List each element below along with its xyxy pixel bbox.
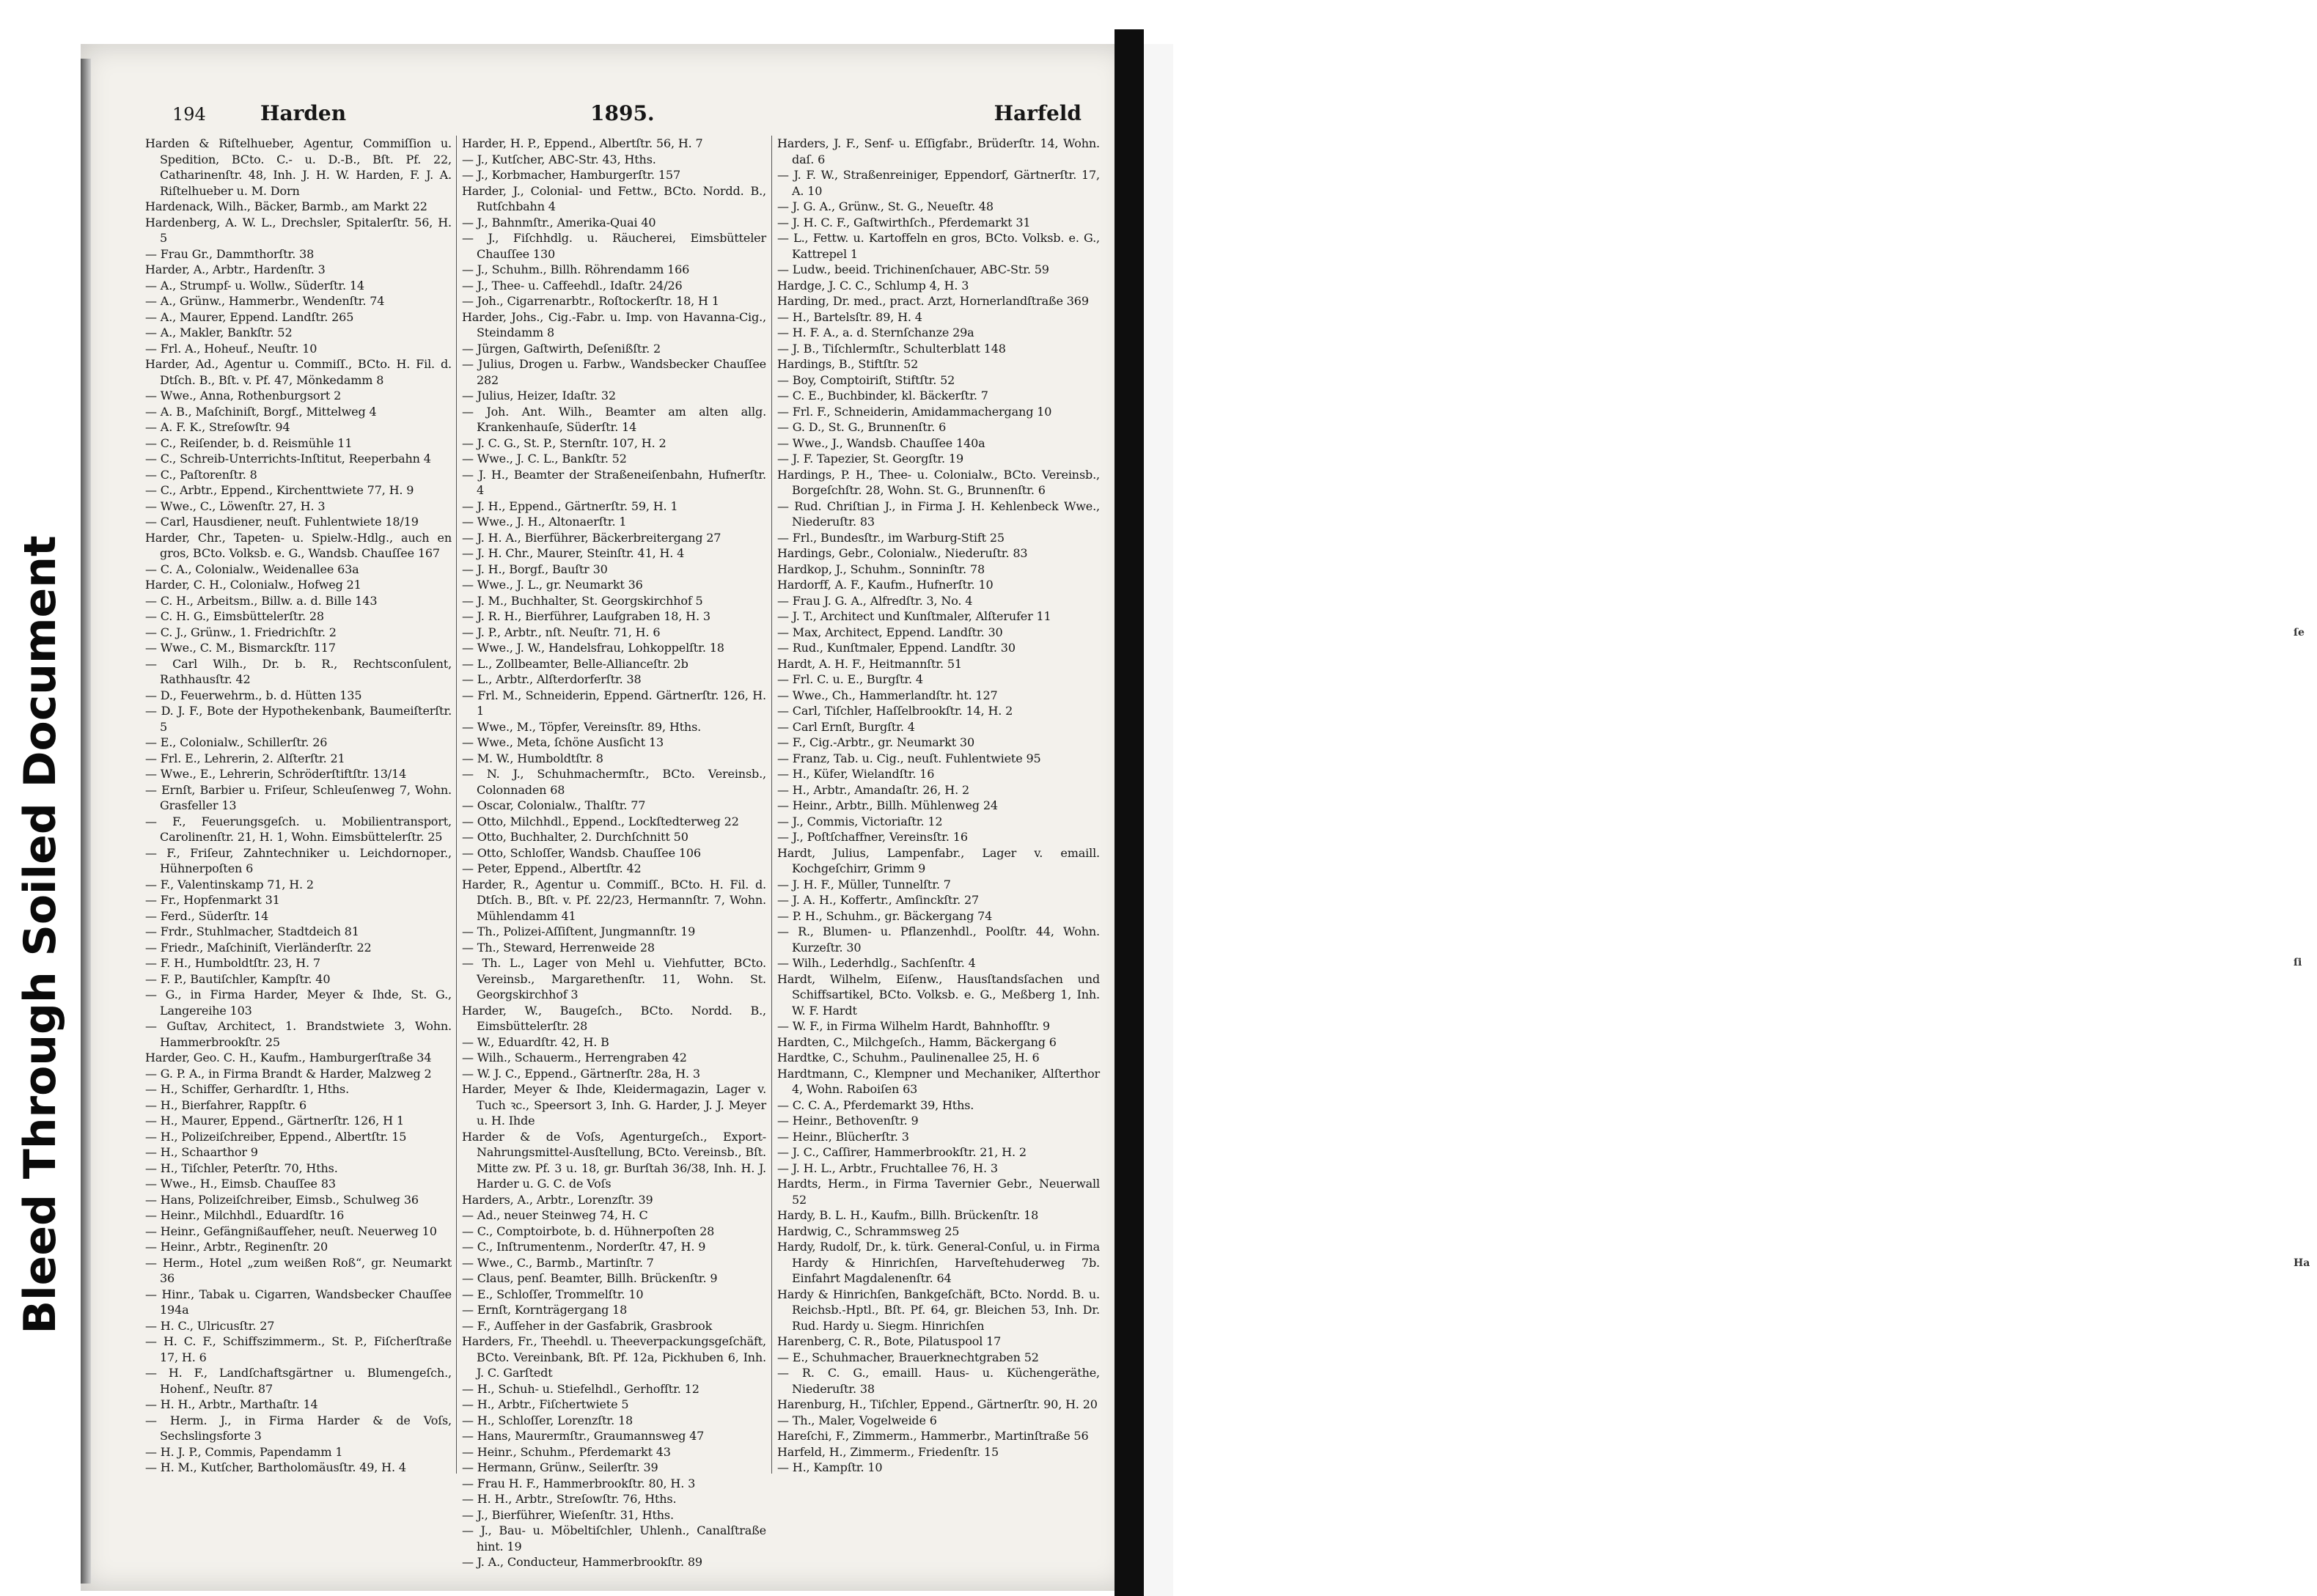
directory-entry: — Heinr., Bethovenſtr. 9	[777, 1114, 919, 1128]
directory-entry: — F., Cig.-Arbtr., gr. Neumarkt 30	[777, 735, 974, 749]
directory-entry: Harders, Fr., Theehdl. u. Theeverpackungsgeſchäft, BCto. Vereinbank, Bſt. Pf. 12a, Pickhuben 6, Inh. J. C. Garſtedt	[462, 1334, 766, 1380]
directory-entry: — Joh. Ant. Wilh., Beamter am alten allg. Krankenhauſe, Süderſtr. 14	[462, 404, 766, 434]
directory-entry: — Max, Architect, Eppend. Landſtr. 30	[777, 625, 1003, 639]
directory-entry: — Frau J. G. A., Alfredſtr. 3, No. 4	[777, 593, 973, 608]
directory-entry: Hardenack, Wilh., Bäcker, Barmb., am Markt 22	[145, 199, 427, 213]
directory-entry: — H., Schiffer, Gerhardſtr. 1, Hths.	[145, 1082, 349, 1096]
directory-entry: — Boy, Comptoiriſt, Stiftſtr. 52	[777, 372, 955, 387]
directory-entry: — J. H. Chr., Maurer, Steinſtr. 41, H. 4	[462, 546, 685, 560]
directory-entry: — Ferd., Süderſtr. 14	[145, 908, 269, 923]
directory-entry: — J. H., Beamter der Straßeneiſenbahn, Hufnerſtr. 4	[462, 467, 766, 497]
directory-entry: — Hermann, Grünw., Seilerſtr. 39	[462, 1460, 658, 1474]
directory-entry: — Heinr., Gefängnißaufſeher, neuſt. Neuerweg 10	[145, 1224, 437, 1238]
directory-entry: — J., Bahnmſtr., Amerika-Quai 40	[462, 215, 656, 229]
directory-entry: — Heinr., Milchhdl., Eduardſtr. 16	[145, 1208, 345, 1222]
directory-entry: — Guſtav, Architect, 1. Brandstwiete 3, Wohn. Hammerbrookſtr. 25	[145, 1019, 452, 1049]
directory-entry: — A. B., Maſchiniſt, Borgf., Mittelweg 4	[145, 404, 377, 419]
directory-entry: — Rud. Chriſtian J., in Firma J. H. Kehlenbeck Wwe., Niederuſtr. 83	[777, 499, 1100, 529]
directory-entry: — H., Tiſchler, Peterſtr. 70, Hths.	[145, 1161, 338, 1175]
stamp-text: Bleed Through Soiled Document	[15, 535, 66, 1334]
page-gutter-shadow	[81, 59, 91, 1584]
directory-entry: — Ernſt, Barbier u. Friſeur, Schleuſenweg 7, Wohn. Grasfeller 13	[145, 782, 452, 812]
directory-entry: — H. J. P., Commis, Papendamm 1	[145, 1444, 343, 1459]
directory-entry: Harding, Dr. med., pract. Arzt, Hornerlandſtraße 369	[777, 294, 1089, 308]
directory-entry: — F., Aufſeher in der Gasfabrik, Grasbrook	[462, 1318, 713, 1333]
directory-entry: — G. P. A., in Firma Brandt & Harder, Malzweg 2	[145, 1066, 432, 1081]
directory-entry: — H., Schloſſer, Lorenzſtr. 18	[462, 1413, 634, 1427]
directory-entry: — Wwe., H., Eimsb. Chauſſee 83	[145, 1177, 336, 1191]
directory-entry: — J., Fiſchhdlg. u. Räucherei, Eimsbütteler Chauſſee 130	[462, 231, 766, 261]
directory-entry: — N. J., Schuhmachermſtr., BCto. Vereinsb., Colonnaden 68	[462, 767, 766, 797]
directory-entry: — W. F., in Firma Wilhelm Hardt, Bahnhofſtr. 9	[777, 1019, 1050, 1033]
directory-entry: — F., Friſeur, Zahntechniker u. Leichdornoper., Hühnerpoſten 6	[145, 845, 452, 875]
directory-entry: — Frl. F., Schneiderin, Amidammachergang 10	[777, 404, 1052, 419]
directory-entry: Harder, W., Baugeſch., BCto. Nordd. B., Eimsbüttelerſtr. 28	[462, 1003, 766, 1033]
directory-entry: Harder, Meyer & Ihde, Kleidermagazin, Lager v. Tuch ꝛc., Speersort 3, Inh. G. Harder, J. J. Meyer u. H. Ihde	[462, 1082, 766, 1128]
directory-entry: Hardy & Hinrichſen, Bankgeſchäft, BCto. Nordd. B. u. Reichsb.-Hptl., Bſt. Pf. 64, gr. Bleichen 53, Inh. Dr. Rud. Hardy u. Siegm. Hinrichſen	[777, 1287, 1100, 1333]
running-head-left: Harden	[260, 101, 347, 125]
directory-entry: — Wwe., J. L., gr. Neumarkt 36	[462, 578, 643, 592]
directory-entry: — Wwe., J. H., Altonaerſtr. 1	[462, 515, 627, 529]
directory-entry: — J. F. Tapezier, St. Georgſtr. 19	[777, 452, 963, 466]
page-number: 194	[172, 104, 206, 125]
directory-entry: — Frl., Bundesſtr., im Warburg-Stift 25	[777, 530, 1005, 545]
bleed-fragment: Ha	[2294, 1257, 2310, 1269]
directory-entry: — Wilh., Lederhdlg., Sachſenſtr. 4	[777, 956, 976, 970]
directory-entry: — F. P., Bautiſchler, Kampſtr. 40	[145, 971, 331, 986]
directory-entry: — J. G. A., Grünw., St. G., Neueſtr. 48	[777, 199, 994, 213]
directory-entry: — L., Fettw. u. Kartoffeln en gros, BCto. Volksb. e. G., Kattrepel 1	[777, 231, 1100, 261]
column-rule	[771, 136, 772, 1474]
directory-entry: Harders, J. F., Senf- u. Eſſigfabr., Brüderſtr. 14, Wohn. daſ. 6	[777, 136, 1100, 166]
directory-entry: — Peter, Eppend., Albertſtr. 42	[462, 861, 642, 875]
directory-entry: — Hans, Polizeiſchreiber, Eimsb., Schulweg 36	[145, 1192, 419, 1207]
directory-entry: — A., Strumpf- u. Wollw., Süderſtr. 14	[145, 278, 364, 293]
directory-entry: — Rud., Kunſtmaler, Eppend. Landſtr. 30	[777, 641, 1016, 655]
directory-entry: Hardge, J. C. C., Schlump 4, H. 3	[777, 278, 969, 293]
directory-entry: — Jürgen, Gaſtwirth, Deſenißſtr. 2	[462, 341, 661, 356]
directory-entry: — Wwe., C., Barmb., Martinſtr. 7	[462, 1255, 654, 1270]
directory-column-2	[462, 136, 766, 1569]
directory-entry: — Heinr., Arbtr., Billh. Mühlenweg 24	[777, 798, 998, 812]
running-head-right: Harfeld	[994, 101, 1082, 125]
directory-entry: — C. H., Arbeitsm., Billw. a. d. Bille 143	[145, 593, 378, 608]
directory-entry: — Hans, Maurermſtr., Graumannsweg 47	[462, 1429, 705, 1443]
directory-entry: — Frl. C. u. E., Burgſtr. 4	[777, 672, 923, 686]
directory-entry: — H., Schaarthor 9	[145, 1145, 258, 1159]
directory-entry: — J. H. L., Arbtr., Fruchtallee 76, H. 3	[777, 1161, 998, 1175]
directory-entry: — J., Korbmacher, Hamburgerſtr. 157	[462, 168, 680, 182]
directory-entry: Harder, C. H., Colonialw., Hofweg 21	[145, 578, 361, 592]
directory-entry: — Wwe., E., Lehrerin, Schröderſtiftſtr. 13/14	[145, 767, 407, 781]
directory-entry: — W. J. C., Eppend., Gärtnerſtr. 28a, H. 3	[462, 1066, 700, 1081]
directory-entry: Hardings, B., Stiftſtr. 52	[777, 357, 919, 371]
directory-entry: — J. A., Conducteur, Hammerbrookſtr. 89	[462, 1555, 702, 1569]
directory-entry: — Heinr., Arbtr., Reginenſtr. 20	[145, 1240, 328, 1254]
directory-entry: — C. J., Grünw., 1. Friedrichſtr. 2	[145, 625, 337, 639]
directory-entry: Harder, Chr., Tapeten- u. Spielw.-Hdlg., auch en gros, BCto. Volksb. e. G., Wandsb. Chauſſee 167	[145, 530, 452, 560]
directory-entry: — H. F. A., a. d. Sternſchanze 29a	[777, 326, 974, 339]
directory-entry: — Wwe., J. C. L., Bankſtr. 52	[462, 452, 627, 466]
directory-entry: — Ad., neuer Steinweg 74, H. C	[462, 1208, 648, 1222]
directory-entry: — H., Kampſtr. 10	[777, 1460, 883, 1474]
directory-entry: — Th. L., Lager von Mehl u. Viehfutter, BCto. Vereinsb., Margarethenſtr. 11, Wohn. St. Georgskirchhof 3	[462, 956, 766, 1001]
directory-entry: — C. A., Colonialw., Weidenallee 63a	[145, 562, 359, 576]
directory-entry: Hardts, Herm., in Firma Tavernier Gebr., Neuerwall 52	[777, 1177, 1100, 1207]
directory-entry: — J. H. F., Müller, Tunnelſtr. 7	[777, 877, 951, 891]
directory-entry: — H. C. F., Schiffszimmerm., St. P., Fiſcherſtraße 17, H. 6	[145, 1334, 452, 1364]
running-head-year: 1895.	[590, 101, 655, 125]
directory-entry: — C., Inſtrumentenm., Norderſtr. 47, H. 9	[462, 1240, 706, 1254]
directory-entry: — Wwe., J., Wandsb. Chauſſee 140a	[777, 435, 985, 450]
directory-entry: — H., Schuh- u. Stiefelhdl., Gerhofſtr. 12	[462, 1381, 699, 1396]
directory-entry: Hareſchi, F., Zimmerm., Hammerbr., Martinſtraße 56	[777, 1429, 1089, 1443]
directory-entry: Harder & de Voſs, Agenturgeſch., Export-Nahrungsmittel-Ausſtellung, BCto. Vereinsb., Bſt. Mitte zw. Pf. 3 u. 18, gr. Burſtah 36/38, Inh. H. J. Harder u. G. C. de Voſs	[462, 1129, 766, 1191]
directory-entry: — Frl. M., Schneiderin, Eppend. Gärtnerſtr. 126, H. 1	[462, 688, 766, 718]
directory-entry: — E., Colonialw., Schillerſtr. 26	[145, 735, 328, 749]
directory-entry: Hardtmann, C., Klempner und Mechaniker, Alſterthor 4, Wohn. Raboiſen 63	[777, 1066, 1100, 1096]
directory-entry: — Joh., Cigarrenarbtr., Roſtockerſtr. 18, H 1	[462, 294, 719, 308]
scan-quality-stamp	[0, 513, 81, 1356]
directory-entry: — Fr., Hopfenmarkt 31	[145, 893, 280, 907]
directory-entry: Harenberg, C. R., Bote, Pilatuspool 17	[777, 1334, 1002, 1348]
directory-entry: Harder, R., Agentur u. Commiſſ., BCto. H. Fil. d. Dtſch. B., Bſt. v. Pf. 22/23, Hermannſtr. 7, Wohn. Mühlendamm 41	[462, 877, 766, 923]
directory-column-1	[145, 136, 452, 1481]
directory-entry: — Friedr., Maſchiniſt, Vierländerſtr. 22	[145, 940, 372, 955]
directory-entry: Hardt, Wilhelm, Eiſenw., Hausſtandsſachen und Schiffsartikel, BCto. Volksb. e. G., Meßberg 1, Inh. W. F. Hardt	[777, 971, 1100, 1018]
directory-entry: — M. W., Humboldtſtr. 8	[462, 751, 603, 765]
directory-entry: — C., Paſtorenſtr. 8	[145, 467, 257, 482]
page-header	[172, 101, 1104, 136]
directory-entry: — Frdr., Stuhlmacher, Stadtdeich 81	[145, 924, 359, 938]
directory-entry: Harder, Ad., Agentur u. Commiſſ., BCto. H. Fil. d. Dtſch. B., Bſt. v. Pf. 47, Mönkedamm 8	[145, 357, 452, 387]
directory-entry: — J. A. H., Koffertr., Amſinckſtr. 27	[777, 893, 980, 907]
directory-entry: — J., Kutſcher, ABC-Str. 43, Hths.	[462, 152, 656, 166]
directory-entry: — Th., Polizei-Aſſiſtent, Jungmannſtr. 19	[462, 924, 696, 938]
directory-entry: — Carl Ernſt, Burgſtr. 4	[777, 719, 915, 734]
directory-entry: Hardings, Gebr., Colonialw., Niederuſtr. 83	[777, 546, 1028, 560]
directory-entry: Hardings, P. H., Thee- u. Colonialw., BCto. Vereinsb., Borgeſchſtr. 28, Wohn. St. G., Brunnenſtr. 6	[777, 467, 1100, 497]
directory-entry: — Wwe., Anna, Rothenburgsort 2	[145, 389, 342, 402]
directory-entry: Harder, H. P., Eppend., Albertſtr. 56, H. 7	[462, 136, 703, 150]
directory-entry: Harenburg, H., Tiſchler, Eppend., Gärtnerſtr. 90, H. 20	[777, 1397, 1098, 1411]
directory-entry: — F. H., Humboldtſtr. 23, H. 7	[145, 956, 320, 970]
directory-entry: — H., Arbtr., Fiſchertwiete 5	[462, 1397, 629, 1411]
directory-entry: — Oscar, Colonialw., Thalſtr. 77	[462, 798, 646, 812]
directory-entry: — C. H. G., Eimsbüttelerſtr. 28	[145, 609, 324, 623]
directory-entry: — R., Blumen- u. Pflanzenhdl., Poolſtr. 44, Wohn. Kurzeſtr. 30	[777, 924, 1100, 955]
scan-edge-bar	[1115, 29, 1144, 1596]
directory-entry: — Herm., Hotel „zum weißen Roß“, gr. Neumarkt 36	[145, 1255, 452, 1285]
directory-entry: — J. H., Borgf., Bauſtr 30	[462, 562, 608, 576]
directory-entry: — H., Bartelsſtr. 89, H. 4	[777, 309, 922, 324]
directory-entry: — H., Arbtr., Amandaſtr. 26, H. 2	[777, 782, 969, 797]
directory-entry: — C., Schreib-Unterrichts-Inſtitut, Reeperbahn 4	[145, 452, 431, 466]
directory-entry: — Hinr., Tabak u. Cigarren, Wandsbecker Chauſſee 194a	[145, 1287, 452, 1317]
directory-entry: — Th., Maler, Vogelweide 6	[777, 1413, 937, 1427]
directory-entry: — Frau Gr., Dammthorſtr. 38	[145, 246, 315, 261]
directory-entry: — F., Valentinskamp 71, H. 2	[145, 877, 314, 891]
directory-entry: — Carl, Hausdiener, neuſt. Fuhlentwiete 18/19	[145, 515, 419, 529]
bleed-fragment: ſi	[2294, 957, 2302, 968]
directory-entry: — Otto, Schloſſer, Wandsb. Chauſſee 106	[462, 845, 701, 860]
directory-entry: Hardt, Julius, Lampenfabr., Lager v. emaill. Kochgeſchirr, Grimm 9	[777, 845, 1100, 875]
directory-entry: — Herm. J., in Firma Harder & de Voſs, Sechslingsforte 3	[145, 1413, 452, 1443]
directory-entry: — H. M., Kutſcher, Bartholomäusſtr. 49, H. 4	[145, 1460, 406, 1474]
directory-entry: — H. H., Arbtr., Streſowſtr. 76, Hths.	[462, 1492, 677, 1506]
directory-entry: — C. C. A., Pferdemarkt 39, Hths.	[777, 1097, 974, 1112]
directory-entry: — E., Schloſſer, Trommelſtr. 10	[462, 1287, 644, 1301]
directory-entry: — Otto, Buchhalter, 2. Durchſchnitt 50	[462, 830, 689, 844]
directory-entry: — Wwe., J. W., Handelsfrau, Lohkoppelſtr. 18	[462, 641, 724, 655]
directory-entry: — G., in Firma Harder, Meyer & Ihde, St. G., Langereihe 103	[145, 988, 452, 1018]
directory-entry: — J., Bierführer, Wieſenſtr. 31, Hths.	[462, 1507, 674, 1522]
directory-entry: — J. F. W., Straßenreiniger, Eppendorf, Gärtnerſtr. 17, A. 10	[777, 168, 1100, 198]
directory-entry: — J., Thee- u. Caffeehdl., Idaſtr. 24/26	[462, 278, 683, 293]
directory-entry: — Frl. A., Hoheuf., Neuſtr. 10	[145, 341, 317, 356]
directory-entry: Hardy, Rudolf, Dr., k. türk. General-Conſul, u. in Firma Hardy & Hinrichſen, Harveſtehuderweg 7b. Einfahrt Magdalenenſtr. 64	[777, 1240, 1100, 1285]
directory-entry: — J., Commis, Victoriaſtr. 12	[777, 814, 943, 828]
directory-entry: — D., Feuerwehrm., b. d. Hütten 135	[145, 688, 362, 702]
directory-entry: — Ernſt, Kornträgergang 18	[462, 1303, 628, 1317]
directory-entry: — Th., Steward, Herrenweide 28	[462, 940, 655, 955]
directory-entry: — Franz, Tab. u. Cig., neuſt. Fuhlentwiete 95	[777, 751, 1041, 765]
directory-entry: — Wwe., Meta, ſchöne Ausſicht 13	[462, 735, 664, 749]
directory-entry: — Wwe., C. M., Bismarckſtr. 117	[145, 641, 336, 655]
directory-entry: — Wwe., Ch., Hammerlandſtr. ht. 127	[777, 688, 998, 702]
directory-entry: — Heinr., Blücherſtr. 3	[777, 1129, 909, 1144]
directory-entry: — Carl, Tiſchler, Haſſelbrookſtr. 14, H. 2	[777, 704, 1013, 718]
directory-entry: — Ludw., beeid. Trichinenſchauer, ABC-Str. 59	[777, 262, 1049, 276]
directory-entry: — A., Makler, Bankſtr. 52	[145, 326, 293, 339]
directory-entry: — H., Polizeiſchreiber, Eppend., Albertſtr. 15	[145, 1129, 407, 1144]
directory-entry: — C., Comptoirbote, b. d. Hühnerpoſten 28	[462, 1224, 715, 1238]
directory-entry: Harders, A., Arbtr., Lorenzſtr. 39	[462, 1192, 653, 1207]
directory-entry: — Frl. E., Lehrerin, 2. Alſterſtr. 21	[145, 751, 345, 765]
directory-entry: — D. J. F., Bote der Hypothekenbank, Baumeiſterſtr. 5	[145, 704, 452, 734]
directory-entry: — F., Feuerungsgeſch. u. Mobilientransport, Carolinenſtr. 21, H. 1, Wohn. Eimsbüttelerſtr. 25	[145, 814, 452, 844]
column-rule	[456, 136, 457, 1474]
directory-entry: — Julius, Drogen u. Farbw., Wandsbecker Chauſſee 282	[462, 357, 766, 387]
directory-entry: Hardtke, C., Schuhm., Paulinenallee 25, H. 6	[777, 1051, 1040, 1064]
directory-entry: — H., Küfer, Wielandſtr. 16	[777, 767, 935, 781]
directory-entry: — H. C., Ulricusſtr. 27	[145, 1318, 275, 1333]
bleed-fragment: ſe	[2294, 627, 2305, 639]
directory-entry: — J., Schuhm., Billh. Röhrendamm 166	[462, 262, 690, 276]
directory-entry: — H., Bierfahrer, Rappſtr. 6	[145, 1097, 307, 1112]
directory-entry: — G. D., St. G., Brunnenſtr. 6	[777, 420, 947, 434]
directory-entry: Hardten, C., Milchgeſch., Hamm, Bäckergang 6	[777, 1034, 1057, 1049]
directory-entry: — Wwe., M., Töpfer, Vereinsſtr. 89, Hths.	[462, 719, 702, 734]
directory-entry: — Wwe., C., Löwenſtr. 27, H. 3	[145, 499, 326, 513]
directory-entry: Harder, J., Colonial- und Fettw., BCto. Nordd. B., Rutſchbahn 4	[462, 183, 766, 213]
directory-entry: — P. H., Schuhm., gr. Bäckergang 74	[777, 908, 993, 923]
directory-entry: — C., Arbtr., Eppend., Kirchenttwiete 77, H. 9	[145, 483, 414, 497]
directory-entry: — E., Schuhmacher, Brauerknechtgraben 52	[777, 1350, 1039, 1364]
next-page-strip	[1144, 44, 2310, 1596]
directory-entry: — Wilh., Schauerm., Herrengraben 42	[462, 1051, 687, 1064]
directory-entry: Hardt, A. H. F., Heitmannſtr. 51	[777, 656, 962, 671]
directory-column-3	[777, 136, 1100, 1481]
directory-entry: Hardy, B. L. H., Kaufm., Billh. Brückenſtr. 18	[777, 1208, 1039, 1222]
directory-entry: — Carl Wilh., Dr. b. R., Rechtsconſulent, Rathhausſtr. 42	[145, 656, 452, 686]
directory-entry: Harden & Riſtelhueber, Agentur, Commiſſion u. Spedition, BCto. C.- u. D.-B., Bſt. Pf. 22, Catharinenſtr. 48, Inh. J. H. W. Harden, F. J. A. Riſtelhueber u. M. Dorn	[145, 136, 452, 198]
directory-entry: — W., Eduardſtr. 42, H. B	[462, 1034, 609, 1049]
directory-entry: — H. F., Landſchaftsgärtner u. Blumengeſch., Hohenf., Neuſtr. 87	[145, 1366, 452, 1396]
directory-entry: Harfeld, H., Zimmerm., Friedenſtr. 15	[777, 1444, 999, 1459]
directory-entry: — Claus, penſ. Beamter, Billh. Brückenſtr. 9	[462, 1271, 718, 1285]
directory-entry: — J. B., Tiſchlermſtr., Schulterblatt 148	[777, 341, 1006, 356]
directory-entry: — A., Grünw., Hammerbr., Wendenſtr. 74	[145, 294, 385, 308]
directory-entry: — H., Maurer, Eppend., Gärtnerſtr. 126, H 1	[145, 1114, 404, 1128]
directory-entry: — J., Poſtſchaffner, Vereinsſtr. 16	[777, 830, 968, 844]
directory-entry: — L., Zollbeamter, Belle-Allianceſtr. 2b	[462, 656, 689, 671]
directory-entry: — C., Reiſender, b. d. Reismühle 11	[145, 435, 353, 450]
directory-entry: Harder, Johs., Cig.-Fabr. u. Imp. von Havanna-Cig., Steindamm 8	[462, 309, 766, 339]
directory-entry: — J. C. G., St. P., Sternſtr. 107, H. 2	[462, 435, 667, 450]
directory-entry: — L., Arbtr., Alſterdorferſtr. 38	[462, 672, 642, 686]
directory-entry: — R. C. G., emaill. Haus- u. Küchengeräthe, Niederuſtr. 38	[777, 1366, 1100, 1396]
directory-entry: Hardkop, J., Schuhm., Sonninſtr. 78	[777, 562, 985, 576]
directory-entry: — J. H. A., Bierführer, Bäckerbreitergang 27	[462, 530, 721, 545]
directory-entry: — A., Maurer, Eppend. Landſtr. 265	[145, 309, 354, 324]
directory-entry: — J. H., Eppend., Gärtnerſtr. 59, H. 1	[462, 499, 678, 513]
directory-entry: — Frau H. F., Hammerbrookſtr. 80, H. 3	[462, 1476, 696, 1490]
directory-entry: Hardorff, A. F., Kaufm., Hufnerſtr. 10	[777, 578, 994, 592]
directory-entry: — Heinr., Schuhm., Pferdemarkt 43	[462, 1444, 671, 1459]
directory-entry: — J., Bau- u. Möbeltiſchler, Uhlenh., Canalſtraße hint. 19	[462, 1523, 766, 1553]
directory-entry: — Julius, Heizer, Idaſtr. 32	[462, 389, 616, 402]
directory-entry: — J. P., Arbtr., nſt. Neuſtr. 71, H. 6	[462, 625, 661, 639]
directory-entry: — H. H., Arbtr., Marthaſtr. 14	[145, 1397, 318, 1411]
directory-entry: — J. M., Buchhalter, St. Georgskirchhof 5	[462, 593, 703, 608]
directory-entry: — J. H. C. F., Gaſtwirthſch., Pferdemarkt 31	[777, 215, 1031, 229]
directory-entry: — C. E., Buchbinder, kl. Bäckerſtr. 7	[777, 389, 988, 402]
directory-entry: — J. T., Architect und Kunſtmaler, Alſterufer 11	[777, 609, 1051, 623]
directory-entry: — A. F. K., Streſowſtr. 94	[145, 420, 290, 434]
directory-entry: Hardwig, C., Schrammsweg 25	[777, 1224, 960, 1238]
directory-entry: Harder, Geo. C. H., Kaufm., Hamburgerſtraße 34	[145, 1051, 432, 1064]
directory-entry: — J. R. H., Bierführer, Laufgraben 18, H. 3	[462, 609, 710, 623]
directory-entry: — Otto, Milchhdl., Eppend., Lockſtedterweg 22	[462, 814, 739, 828]
directory-entry: Hardenberg, A. W. L., Drechsler, Spitalerſtr. 56, H. 5	[145, 215, 452, 245]
directory-entry: — J. C., Caſſirer, Hammerbrookſtr. 21, H. 2	[777, 1145, 1027, 1159]
directory-entry: Harder, A., Arbtr., Hardenſtr. 3	[145, 262, 326, 276]
